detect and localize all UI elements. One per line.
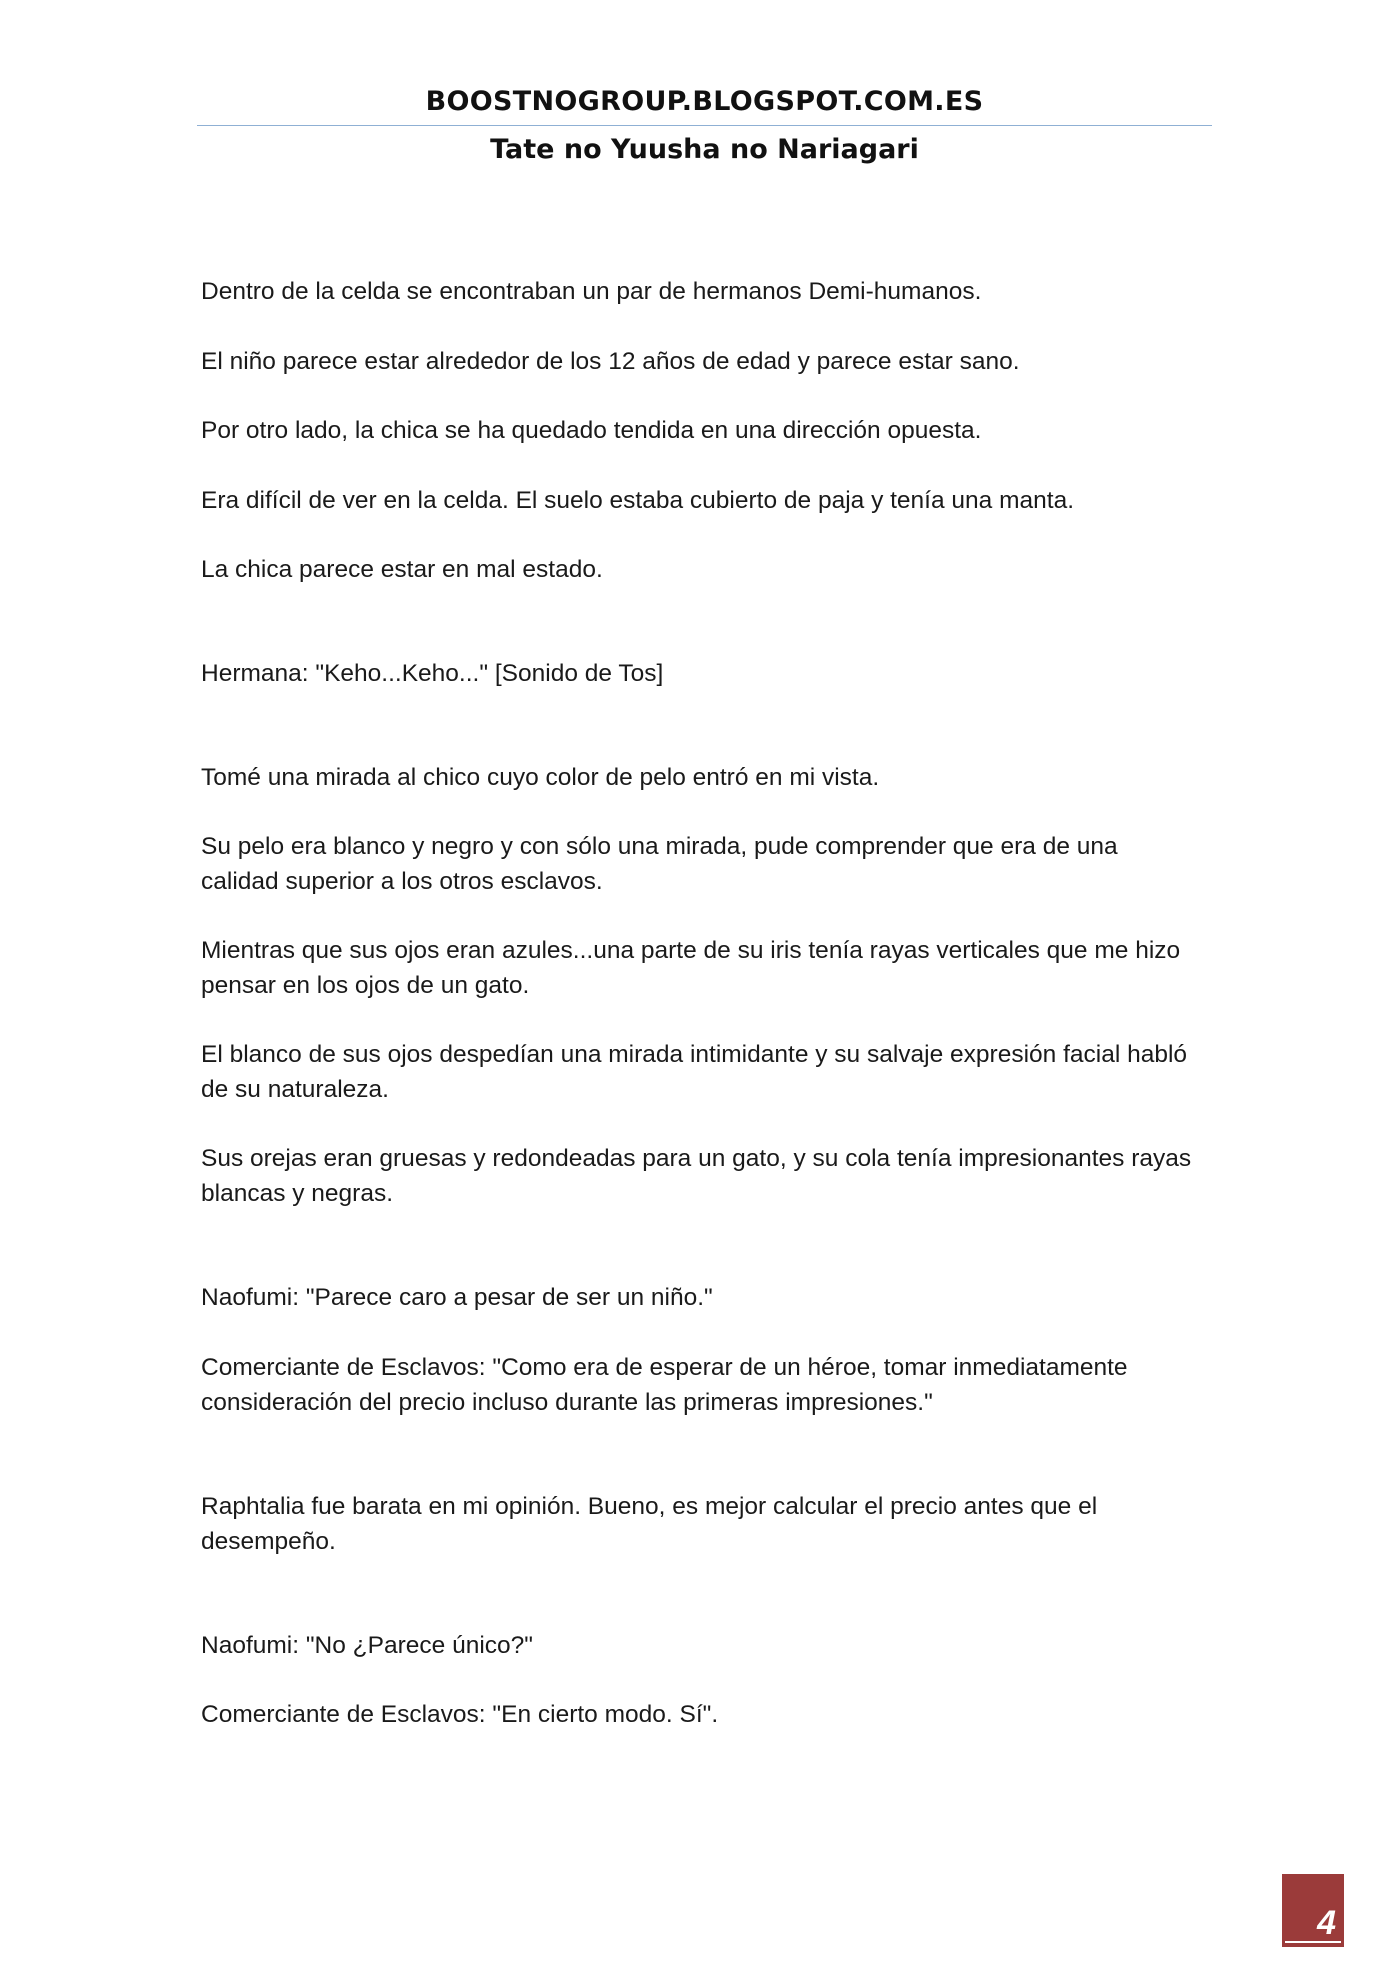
header-divider	[197, 125, 1212, 126]
paragraph: Tomé una mirada al chico cuyo color de pelo entró en mi vista.	[201, 764, 880, 791]
paragraph: El blanco de sus ojos despedían una mirada intimidante y su salvaje expresión facial habló de su naturaleza.	[201, 1041, 1188, 1103]
paragraph: Comerciante de Esclavos: "En cierto modo. Sí".	[201, 1701, 719, 1728]
paragraph: Era difícil de ver en la celda. El suelo estaba cubierto de paja y tenía una manta.	[201, 487, 1075, 514]
page-header	[197, 84, 1212, 120]
paragraph: Su pelo era blanco y negro y con sólo una mirada, pude comprender que era de una calidad superior a los otros esclavos.	[201, 833, 1118, 895]
page-number-underline	[1285, 1941, 1341, 1943]
paragraph: Comerciante de Esclavos: "Como era de esperar de un héroe, tomar inmediatamente consideración del precio incluso durante las primeras impresiones."	[201, 1354, 1128, 1416]
paragraph: El niño parece estar alrededor de los 12 años de edad y parece estar sano.	[201, 348, 1020, 375]
paragraph: Naofumi: "No ¿Parece único?"	[201, 1632, 533, 1659]
paragraph: Sus orejas eran gruesas y redondeadas para un gato, y su cola tenía impresionantes rayas blancas y negras.	[201, 1145, 1192, 1207]
paragraph: Dentro de la celda se encontraban un par de hermanos Demi-humanos.	[201, 278, 982, 305]
paragraph: La chica parece estar en mal estado.	[201, 556, 603, 583]
page-number-badge	[1282, 1874, 1344, 1947]
paragraph: Hermana: "Keho...Keho..." [Sonido de Tos]	[201, 660, 664, 687]
page-number: 4	[1317, 1904, 1336, 1942]
paragraph: Raphtalia fue barata en mi opinión. Bueno, es mejor calcular el precio antes que el desempeño.	[201, 1493, 1098, 1555]
paragraph: Mientras que sus ojos eran azules...una parte de su iris tenía rayas verticales que me hizo pensar en los ojos de un gato.	[201, 937, 1181, 999]
paragraph: Por otro lado, la chica se ha quedado tendida en una dirección opuesta.	[201, 417, 982, 444]
paragraph: Naofumi: "Parece caro a pesar de ser un niño."	[201, 1284, 713, 1311]
book-title: Tate no Yuusha no Nariagari	[490, 134, 919, 165]
site-title: BOOSTNOGROUP.BLOGSPOT.COM.ES	[425, 86, 984, 117]
